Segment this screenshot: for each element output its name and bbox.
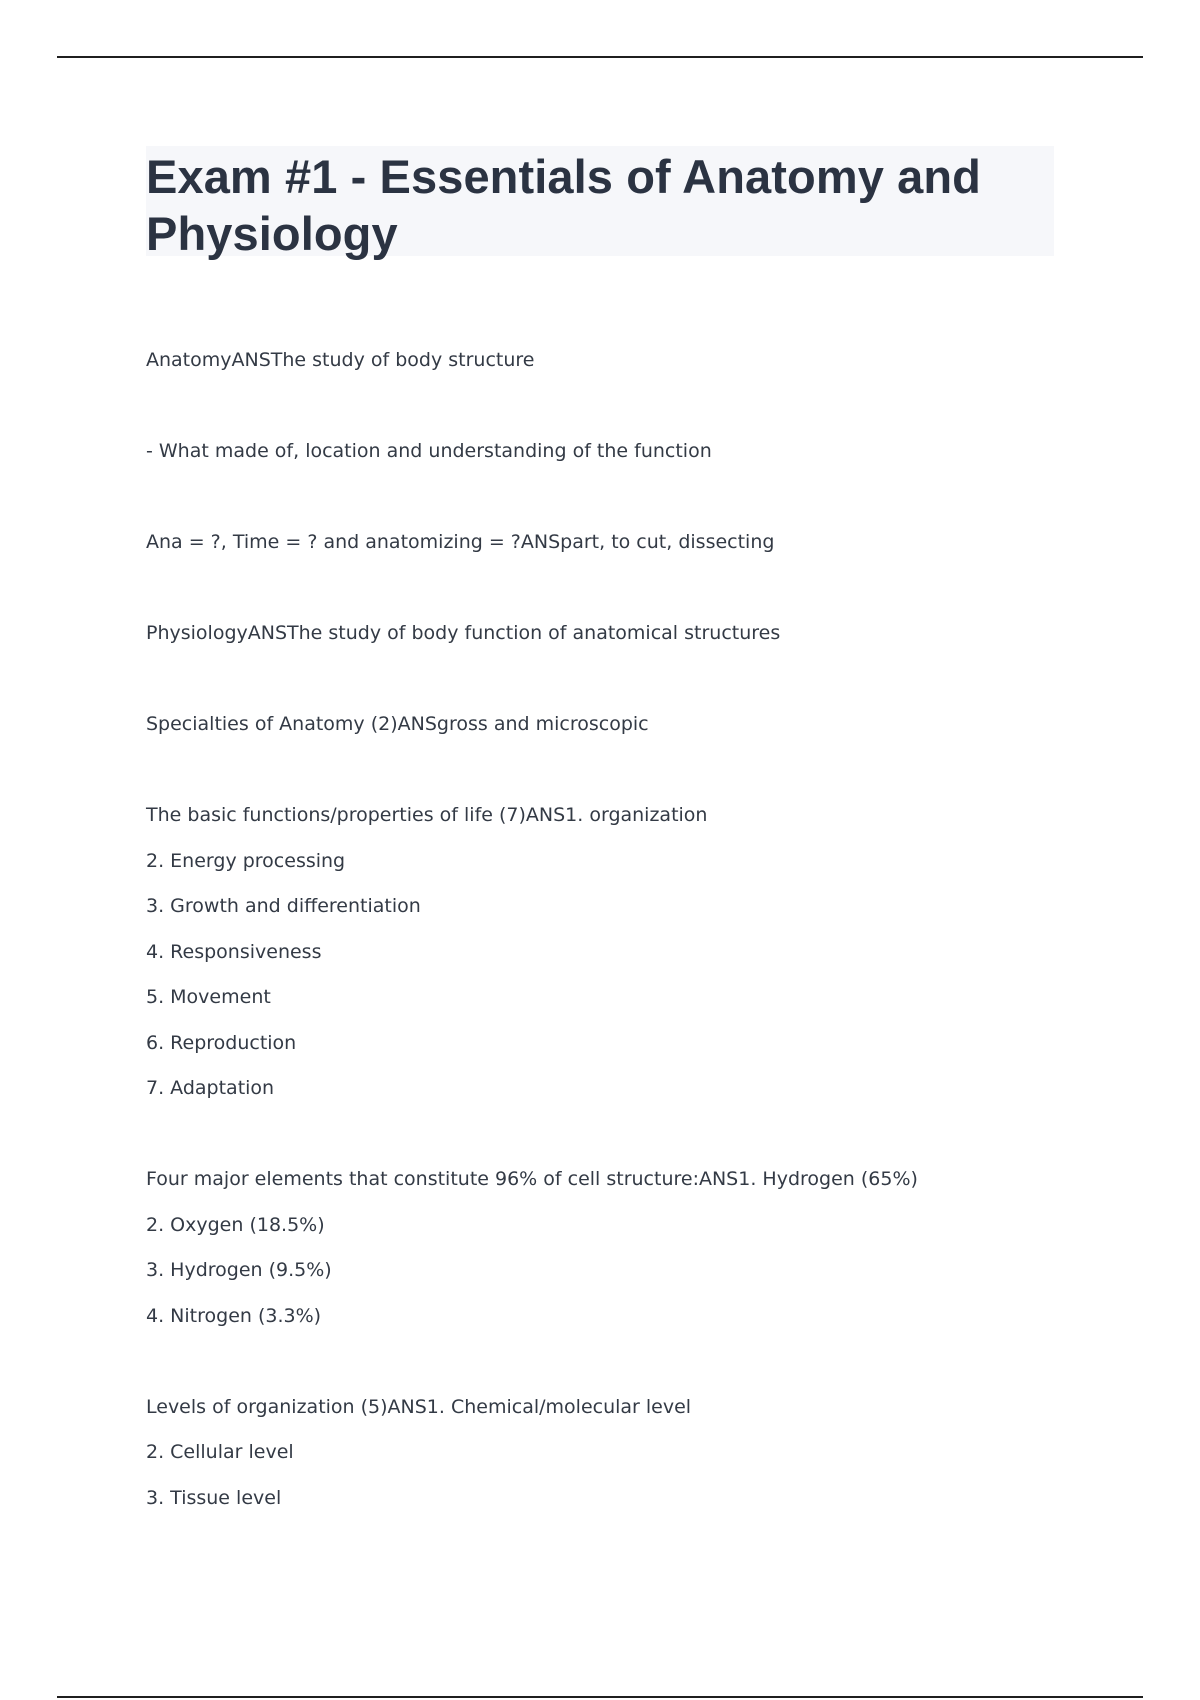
bottom-rule xyxy=(57,1696,1143,1698)
list-item: 2. Energy processing xyxy=(146,850,346,872)
list-item: 3. Growth and differentiation xyxy=(146,895,421,917)
list-item: 3. Hydrogen (9.5%) xyxy=(146,1259,332,1281)
list-item: 4. Responsiveness xyxy=(146,941,322,963)
list-item: 2. Cellular level xyxy=(146,1441,294,1463)
list-item: 5. Movement xyxy=(146,986,271,1008)
qa-line: Specialties of Anatomy (2)ANSgross and microscopic xyxy=(146,713,649,735)
qa-line: Ana = ?, Time = ? and anatomizing = ?ANSpart, to cut, dissecting xyxy=(146,531,775,553)
list-item: 2. Oxygen (18.5%) xyxy=(146,1214,325,1236)
list-item: 3. Tissue level xyxy=(146,1487,282,1509)
document-title: Exam #1 - Essentials of Anatomy and Physiology xyxy=(146,150,981,260)
top-rule xyxy=(57,56,1143,58)
qa-line: PhysiologyANSThe study of body function of anatomical structures xyxy=(146,622,781,644)
qa-line: The basic functions/properties of life (7)ANS1. organization xyxy=(146,804,708,826)
list-item: 7. Adaptation xyxy=(146,1077,275,1099)
qa-line: Levels of organization (5)ANS1. Chemical/molecular level xyxy=(146,1396,692,1418)
qa-line: Four major elements that constitute 96% of cell structure:ANS1. Hydrogen (65%) xyxy=(146,1168,918,1190)
qa-line: AnatomyANSThe study of body structure xyxy=(146,349,535,371)
qa-line: - What made of, location and understanding of the function xyxy=(146,440,712,462)
list-item: 6. Reproduction xyxy=(146,1032,297,1054)
list-item: 4. Nitrogen (3.3%) xyxy=(146,1305,322,1327)
title-block xyxy=(146,146,1054,260)
